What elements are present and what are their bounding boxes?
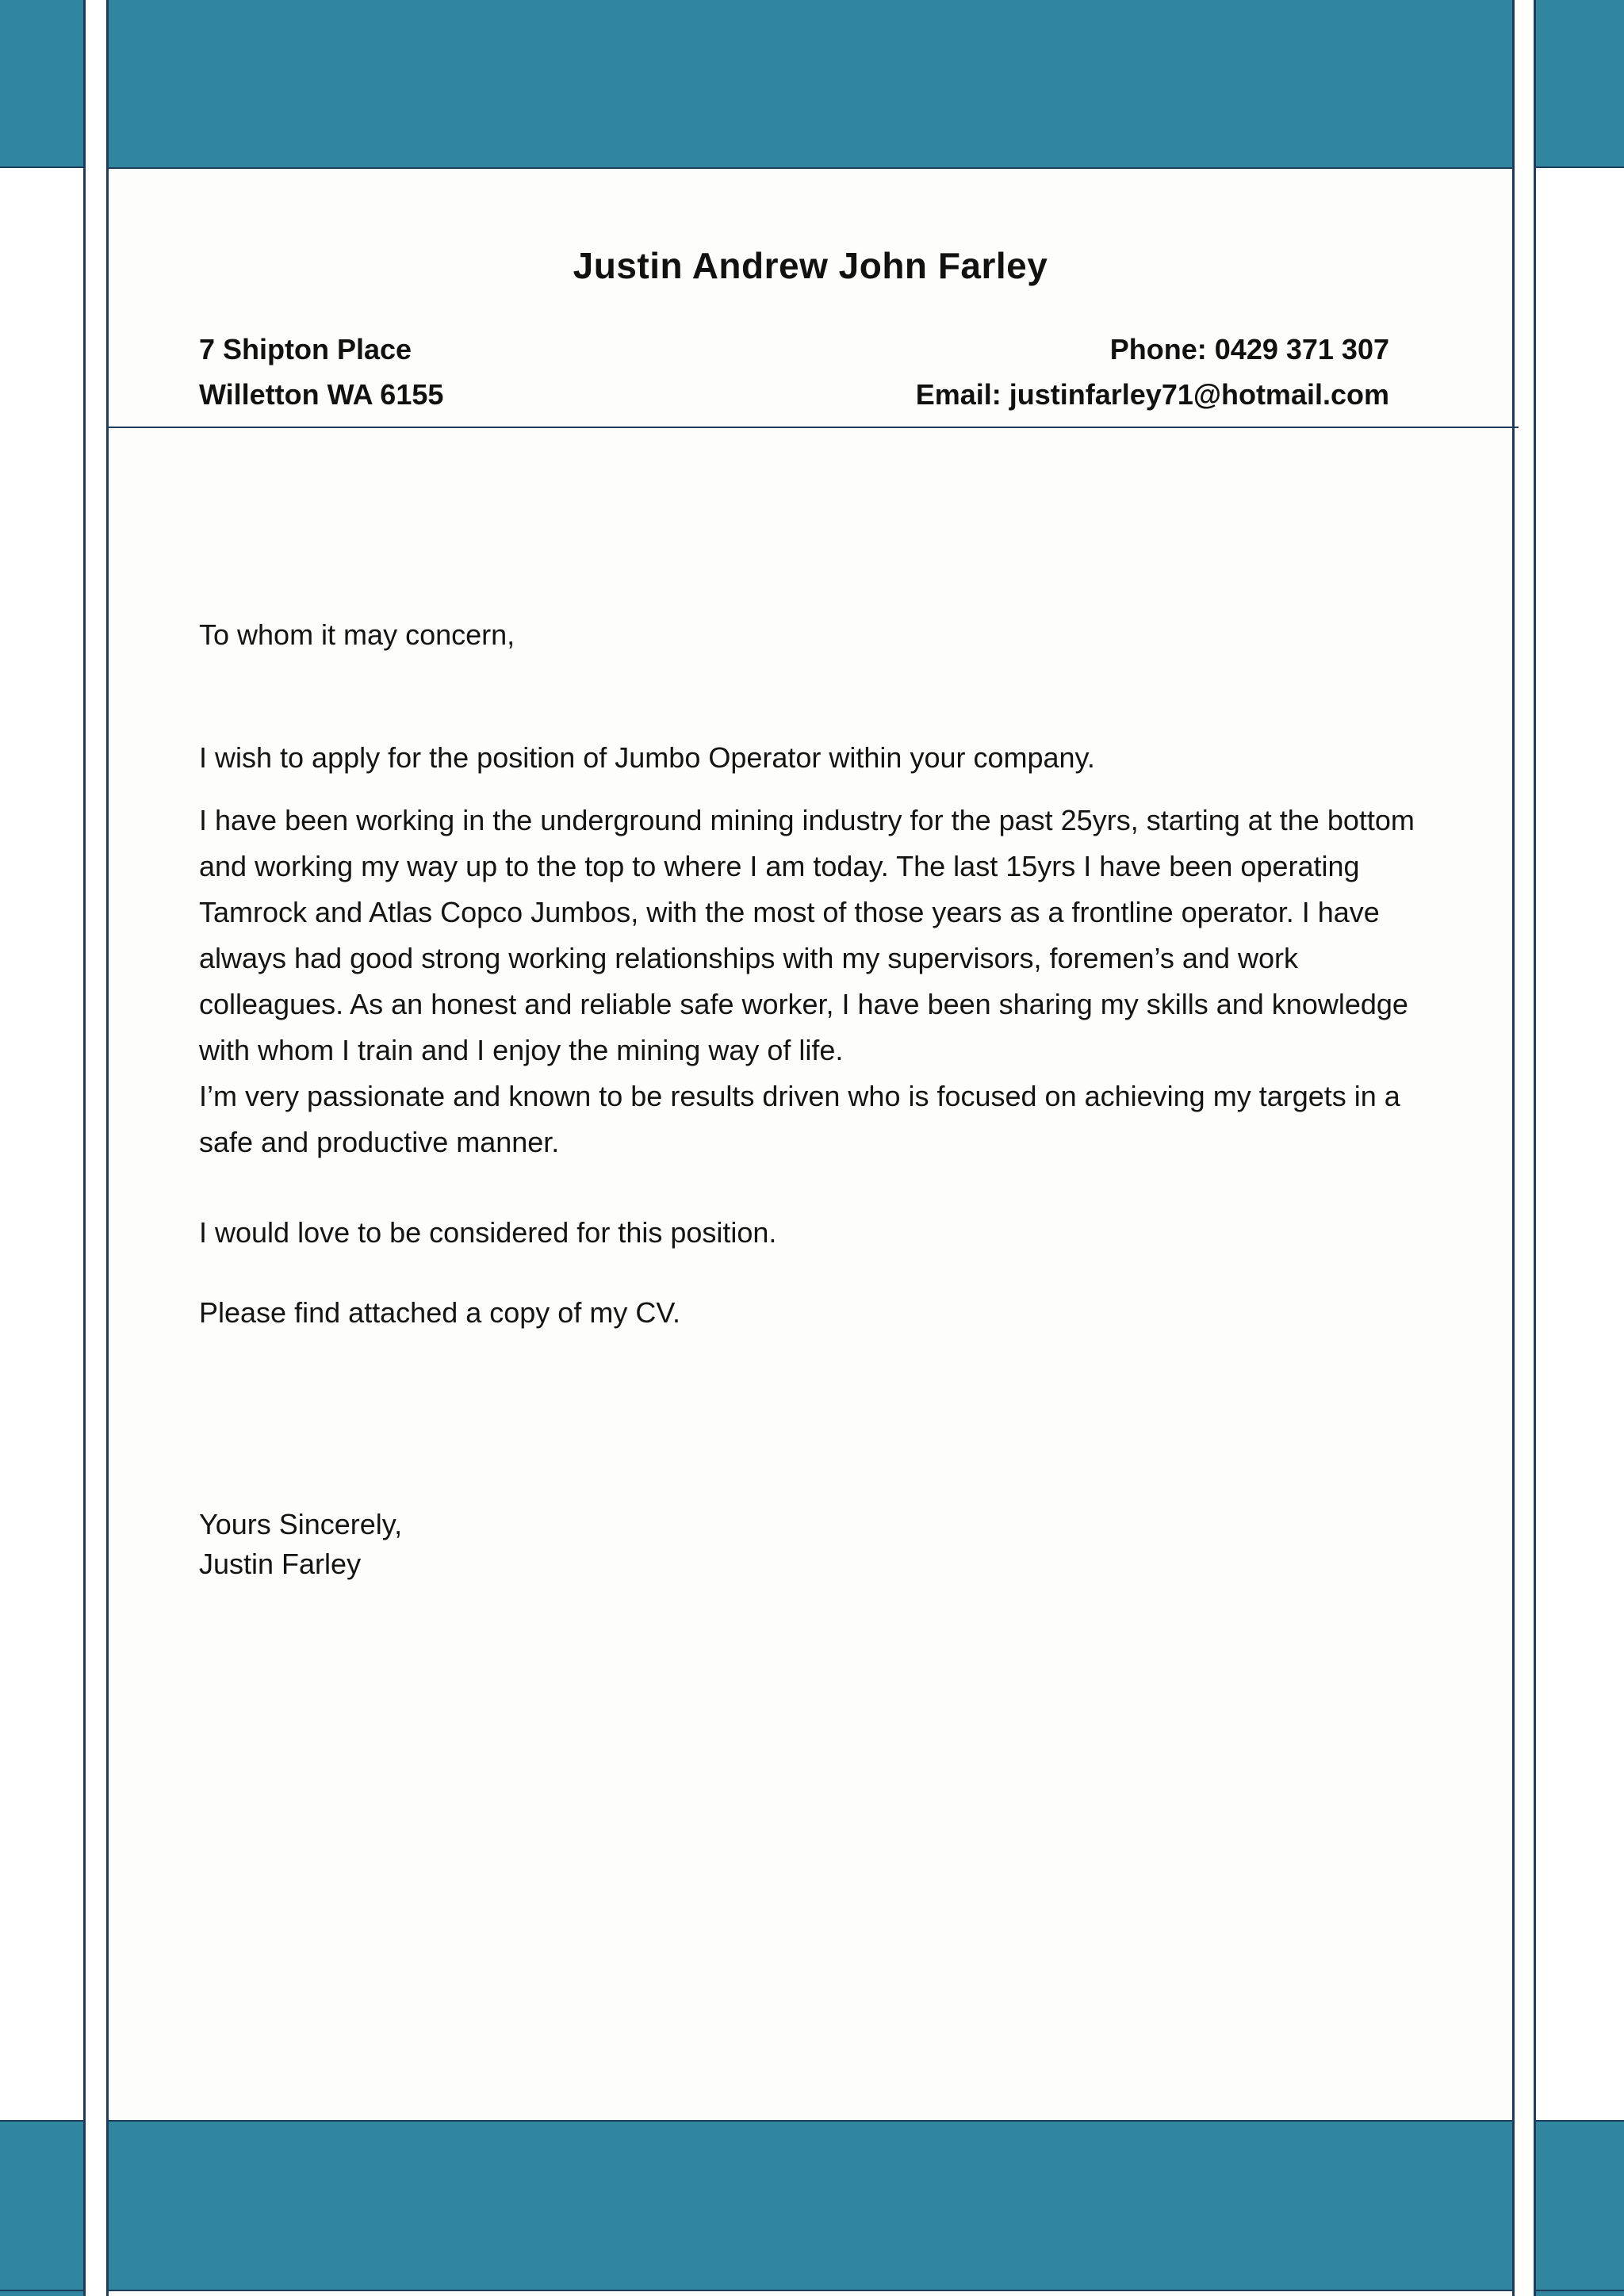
closing-block xyxy=(199,1505,1412,1584)
consideration-text: I would love to be considered for this position. xyxy=(199,1216,777,1249)
closing-text: Yours Sincerely, xyxy=(199,1508,403,1540)
consideration-paragraph xyxy=(199,1210,1412,1256)
body-text: I have been working in the underground mining industry for the past 25yrs, starting at the bottom and working my way up to the top to where I am today. The last 15yrs I have been operating Tamrock and Atlas Copco Jumbos, with the most of those years as a frontline operator. I have always had good strong working relationships with my supervisors, foremen’s and work colleagues. As an honest and reliable safe worker, I have been sharing my skills and knowledge with whom I train and I enjoy the mining way of life. xyxy=(199,804,1415,1066)
right-margin-strip xyxy=(1534,0,1624,2296)
right-bottom-band xyxy=(1536,2120,1624,2296)
intro-paragraph xyxy=(199,735,1412,781)
body-text-2: I’m very passionate and known to be results driven who is focused on achieving my targets in a safe and productive manner. xyxy=(199,1080,1400,1158)
body-paragraph xyxy=(199,798,1420,1165)
salutation-text: To whom it may concern, xyxy=(199,618,515,651)
left-margin-strip xyxy=(0,0,86,2296)
header-divider xyxy=(109,427,1519,428)
signature-text: Justin Farley xyxy=(199,1548,362,1580)
header-band xyxy=(109,0,1512,169)
attachment-paragraph xyxy=(199,1290,1412,1336)
letter-page xyxy=(106,0,1515,2296)
address-line-2: Willetton WA 6155 xyxy=(199,378,444,411)
phone-number: Phone: 0429 371 307 xyxy=(1109,333,1389,365)
attachment-text: Please find attached a copy of my CV. xyxy=(199,1296,681,1329)
intro-text: I wish to apply for the position of Jumbo Operator within your company. xyxy=(199,741,1095,774)
left-foot-line xyxy=(0,2290,83,2291)
footer-band xyxy=(109,2120,1512,2291)
contact-block xyxy=(916,327,1389,417)
address-block xyxy=(199,327,443,417)
applicant-name: Justin Andrew John Farley xyxy=(573,245,1048,286)
left-top-band xyxy=(0,0,83,168)
salutation xyxy=(199,612,1412,658)
left-bottom-band xyxy=(0,2120,83,2296)
email-address: Email: justinfarley71@hotmail.com xyxy=(915,378,1389,411)
right-top-band xyxy=(1536,0,1624,168)
address-line-1: 7 Shipton Place xyxy=(199,333,412,365)
right-foot-line xyxy=(1536,2290,1624,2291)
